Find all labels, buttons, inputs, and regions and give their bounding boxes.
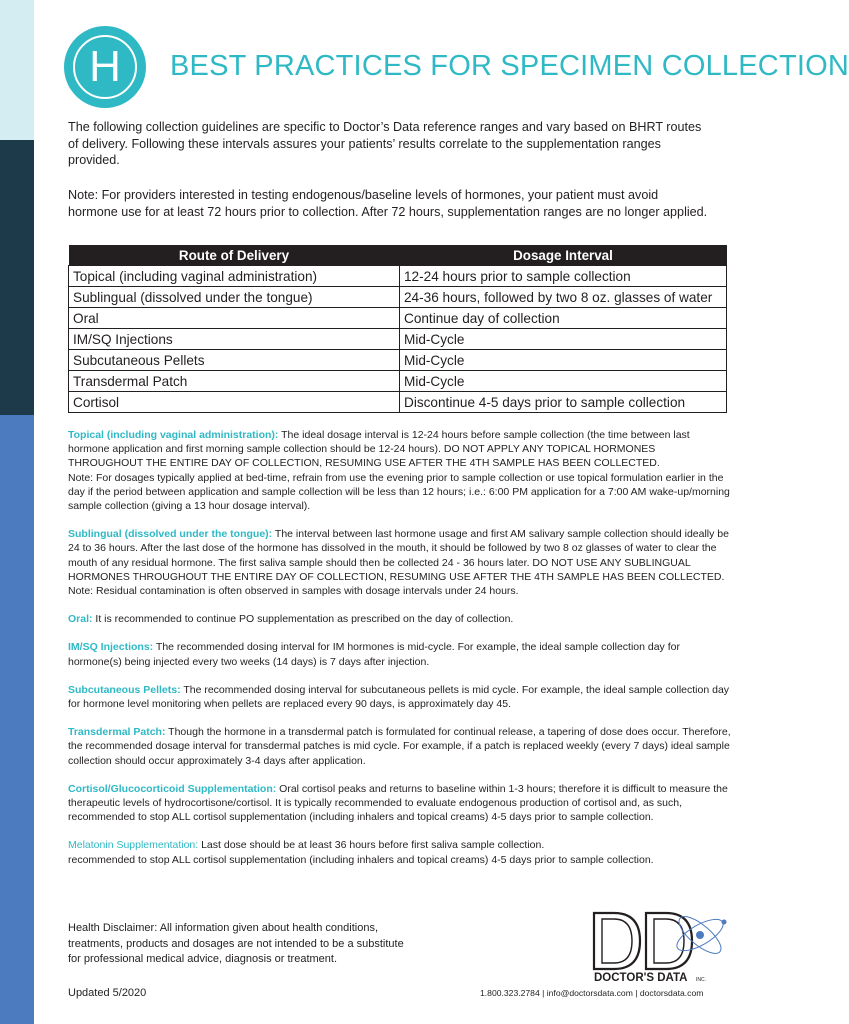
imsq-section [68,640,733,668]
interval-cell: Continue day of collection [400,308,727,329]
logo-inc: INC. [696,977,706,983]
column-header-route: Route of Delivery [69,245,400,266]
logo-letter: H [89,42,121,91]
contact-info: 1.800.323.2784 | info@doctorsdata.com | doctorsdata.com [480,988,704,998]
pellets-label: Subcutaneous Pellets: [68,683,181,696]
sublingual-text: The interval between last hormone usage and first AM salivary sample collection should ideally be 24 to 36 hours. After the last dose of the hormone has dissolved in the mouth, it should be followed by two 8 oz glasses of water to clear the mouth of any residual hormone. The first saliva sample should then be collected 24 - 36 hours later. DO NOT USE ANY SUBLINGUAL HORMONES THROUGHOUT THE ENTIRE DAY OF COLLECTION, RESUMING USE AFTER THE 4TH SAMPLE HAS BEEN COLLECTED. [68,528,729,583]
side-stripe-blue [0,415,34,1024]
page-title: BEST PRACTICES FOR SPECIMEN COLLECTION [170,50,849,82]
route-cell: Subcutaneous Pellets [69,350,400,371]
table-row [69,350,727,371]
table-row [69,308,727,329]
oral-text: It is recommended to continue PO supplementation as prescribed on the day of collection. [92,613,514,626]
pellets-text: The recommended dosing interval for subcutaneous pellets is mid cycle. For example, the ideal sample collection day for hormone level monitoring when pellets are replaced every 90 days, is approximately day 45. [68,683,730,711]
sublingual-note: Note: Residual contamination is often observed in samples with dosage intervals under 24 hours. [68,585,519,598]
hospital-h-icon [64,26,146,108]
oral-label: Oral: [68,613,93,626]
interval-cell: Mid-Cycle [400,329,727,350]
patch-section [68,725,733,768]
interval-cell: 12-24 hours prior to sample collection [400,266,727,287]
route-cell: Topical (including vaginal administration) [69,266,400,287]
topical-text: The ideal dosage interval is 12-24 hours before sample collection (the time between last hormone application and first morning sample collection should be 12-24 hours). DO NOT APPLY ANY TOPICAL HORMONES THROUGHOUT THE ENTIRE DAY OF COLLECTION, RESUMING USE AFTER THE 4TH SAMPLE HAS BEEN COLLECTED. [68,429,690,470]
cortisol-label: Cortisol/Glucocorticoid Supplementation: [68,782,277,795]
melatonin-line2: recommended to stop ALL cortisol supplementation (including inhalers and topical creams) 4-5 days prior to sample collection. [68,853,654,866]
delivery-table [68,245,727,413]
table-row [69,266,727,287]
table-row [69,392,727,413]
route-cell: Cortisol [69,392,400,413]
route-cell: Transdermal Patch [69,371,400,392]
route-cell: Sublingual (dissolved under the tongue) [69,287,400,308]
column-header-interval: Dosage Interval [400,245,727,266]
details-section [68,428,733,881]
melatonin-label: Melatonin Supplementation: [68,839,199,852]
side-stripe-dark [0,140,34,415]
cortisol-text: Oral cortisol peaks and returns to baseline within 1-3 hours; therefore it is difficult to measure the therapeutic levels of hydrocortisone/cortisol. It is typically recommended to evaluate endogenous production of cortisol and, as such, recommended to stop ALL cortisol supplementation (including inhalers and topical creams) 4-5 days prior to sample collection. [68,782,728,824]
table-row [69,287,727,308]
health-disclaimer: Health Disclaimer: All information given about health conditions, treatments, products and dosages are not intended to be a substitute for professional medical advice, diagnosis or treatment. [68,922,404,966]
imsq-text: The recommended dosing interval for IM hormones is mid-cycle. For example, the ideal sample collection day for hormone(s) being injected every two weeks (14 days) is 7 days after injection. [68,641,680,668]
sublingual-section [68,527,733,598]
melatonin-section [68,838,733,866]
oral-section [68,612,733,626]
melatonin-text: Last dose should be at least 36 hours before first saliva sample collection. [198,839,545,852]
intro-note: Note: For providers interested in testing endogenous/baseline levels of hormones, your patient must avoid hormone use for at least 72 hours prior to collection. After 72 hours, supplementation ranges are no longer applied. [68,188,708,219]
intro-paragraph: The following collection guidelines are specific to Doctor’s Data reference ranges and vary based on BHRT routes of delivery. Following these intervals assures your patients’ results correlate to the supplementation ranges provided. [68,120,702,168]
table-header-row [69,245,727,266]
interval-cell: 24-36 hours, followed by two 8 oz. glasses of water [400,287,727,308]
topical-label: Topical (including vaginal administration): [68,429,279,441]
route-cell: Oral [69,308,400,329]
route-cell: IM/SQ Injections [69,329,400,350]
updated-date: Updated 5/2020 [68,987,147,999]
cortisol-section [68,782,733,825]
topical-note: Note: For dosages typically applied at bed-time, refrain from use the evening prior to sample collection or use topical formulation earlier in the day if the period between application and sample collection will be less than 12 hours; i.e.: 6:00 PM application for a 7:00 AM wake-up/morning sample collection (giving a 13 hour dosage interval). [68,471,730,513]
table-row [69,371,727,392]
interval-cell: Mid-Cycle [400,350,727,371]
interval-cell: Discontinue 4-5 days prior to sample collection [400,392,727,413]
topical-section [68,428,733,513]
logo-wordmark: DOCTOR'S DATA [594,972,688,984]
doctors-data-logo [588,905,738,987]
side-stripe-light [0,0,34,140]
sublingual-label: Sublingual (dissolved under the tongue): [68,528,273,541]
pellets-section [68,683,733,711]
patch-text: Though the hormone in a transdermal patch is formulated for continual release, a tapering of dose does occur. Therefore, the recommended dosage interval for transdermal patches is mid cycle. For example, if a patch is replaced weekly (every 7 days) ideal sample collection should occur approximately 3-4 days after application. [68,726,731,767]
patch-label: Transdermal Patch: [68,726,166,739]
imsq-label: IM/SQ Injections: [68,641,154,654]
table-row [69,329,727,350]
interval-cell: Mid-Cycle [400,371,727,392]
